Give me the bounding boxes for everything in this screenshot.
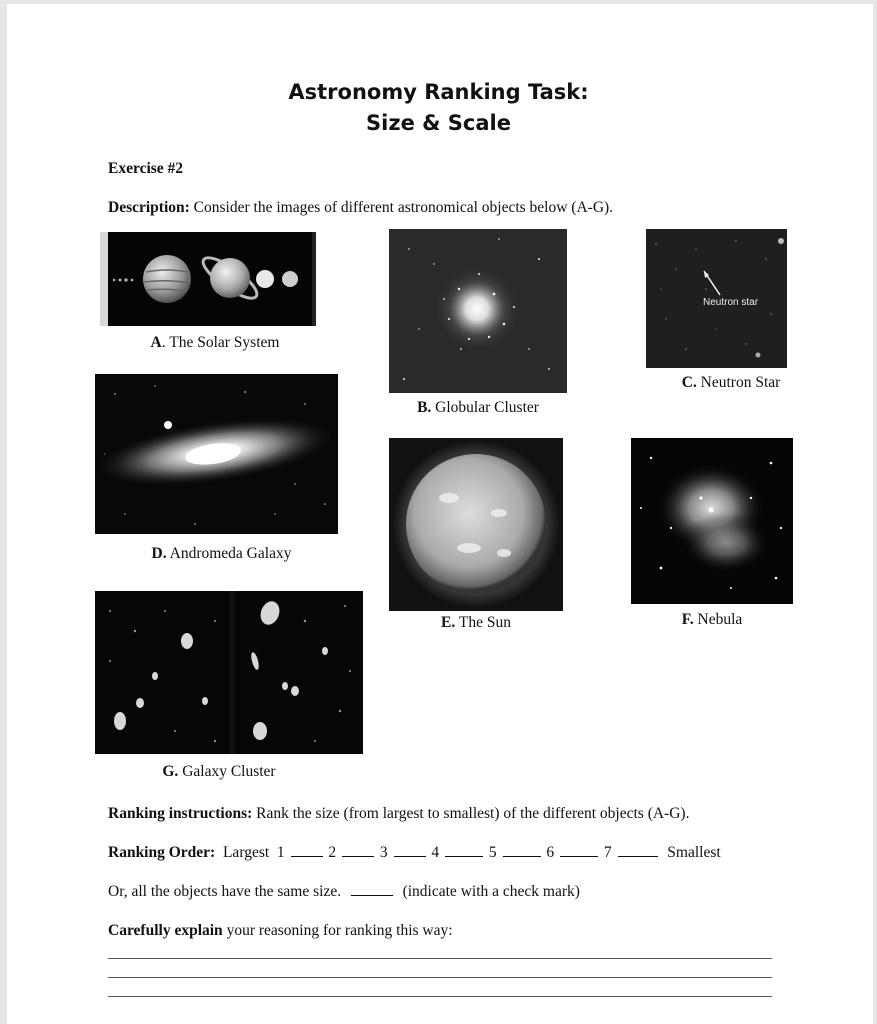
caption-f: F. Nebula (681, 611, 743, 628)
title-line-1: Astronomy Ranking Task: (288, 80, 589, 104)
rank-blank-6[interactable] (560, 844, 598, 857)
sun-image (389, 438, 563, 611)
rank-blank-1[interactable] (291, 844, 323, 857)
neutron-star-label: Neutron star (703, 297, 759, 308)
andromeda-galaxy-image (95, 374, 338, 534)
nebula-image (631, 438, 793, 604)
same-size-line: Or, all the objects have the same size. (indicate with a check mark) (108, 883, 580, 900)
rank-blank-7[interactable] (618, 844, 658, 857)
description (108, 199, 613, 217)
rank-blank-5[interactable] (503, 844, 541, 857)
description-text: Consider the images of different astronomical objects below (A-G). (193, 199, 614, 216)
ranking-order: Ranking Order: Largest 1 2 3 4 5 6 7 Smallest (108, 844, 721, 861)
caption-c: C. Neutron Star (681, 374, 781, 391)
solar-system-image (100, 232, 316, 326)
galaxy-cluster-image (95, 591, 363, 754)
answer-line-1[interactable] (108, 958, 772, 959)
description-label: Description: (108, 199, 190, 216)
caption-b: B. Globular Cluster (417, 399, 539, 416)
rank-blank-2[interactable] (342, 844, 374, 857)
globular-cluster-image (389, 229, 567, 393)
caption-e: E. The Sun (441, 614, 511, 631)
exercise-label: Exercise #2 (108, 160, 184, 177)
title-line-2: Size & Scale (366, 111, 511, 135)
rank-blank-3[interactable] (394, 844, 426, 857)
caption-g: G. Galaxy Cluster (162, 763, 276, 780)
answer-line-2[interactable] (108, 977, 772, 978)
same-size-checkbox-blank[interactable] (351, 883, 393, 896)
explain-prompt: Carefully explain your reasoning for ranking this way: (108, 922, 453, 939)
answer-line-3[interactable] (108, 996, 772, 997)
ranking-instructions: Ranking instructions: Rank the size (from largest to smallest) of the different objects (A-G). (108, 805, 690, 822)
caption-d: D. Andromeda Galaxy (151, 545, 292, 562)
rank-blank-4[interactable] (445, 844, 483, 857)
caption-a: A. The Solar System (150, 334, 280, 351)
